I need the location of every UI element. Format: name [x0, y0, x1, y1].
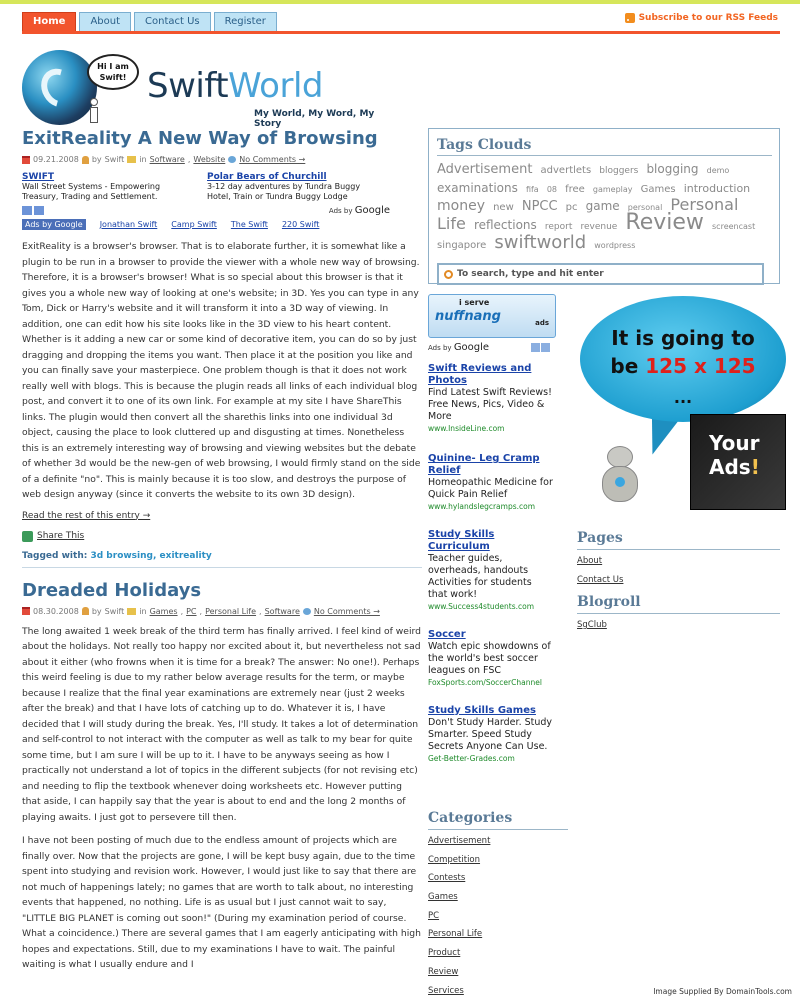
post-author-prefix: by: [92, 155, 102, 164]
inline-ad[interactable]: [22, 172, 177, 202]
category-link[interactable]: Advertisement: [428, 836, 568, 855]
post-author-prefix: by: [92, 607, 102, 616]
rss-subscribe-link[interactable]: [625, 13, 778, 23]
category-link[interactable]: Software: [265, 607, 300, 616]
categories-widget: [428, 810, 568, 1004]
google-ad[interactable]: [428, 453, 553, 513]
author-icon: [82, 607, 89, 615]
ad-nav-row: [22, 204, 422, 216]
google-ad-title[interactable]: Study Skills Games: [428, 705, 553, 717]
blogroll-link[interactable]: SgClub: [577, 620, 780, 639]
image-credit: Image Supplied By DomainTools.com: [653, 987, 792, 996]
prev-arrow-icon[interactable]: [531, 343, 540, 352]
logo-figure-icon: [90, 98, 98, 126]
nuffnang-ads: ads: [535, 319, 549, 327]
google-ad-url[interactable]: FoxSports.com/SoccerChannel: [428, 677, 553, 689]
nav-tab-contact[interactable]: Contact Us: [134, 12, 211, 31]
category-link[interactable]: PC: [428, 911, 568, 930]
promo-banner[interactable]: [578, 296, 786, 512]
tag-link[interactable]: Advertisement: [437, 162, 532, 177]
google-ad-text: Don't Study Harder. Study Smarter. Speed Study Secrets Anyone Can Use.: [428, 717, 553, 753]
post-paragraph: ExitReality is a browser's browser. That is to elaborate further, it is somewhat like a plugin to be run in a browser to provide the viewer with a whole new way of browsing. Therefore, it is a browser's browser! What is so special about this browser is that it gives you a whole new way of looking at one's website; in 3D. Yes you can type in any Tom, Dick or Harry's website and it will transform it into a 3D way of viewing. In addition, one can edit how his site looks like in the 3D view to his heart content. Whether is it adding a new car or some kind of decorative item, you can do so by just dragging and dropping the items you want. Then place it at the position you like and you can finally save your masterpiece. One problem though is that it does not work really well with blogs. This is because the plugin reads all links of each individual blog post, and convert it to one of its own link. For example at my site I have ShareThis links. The plugin would then convert all the sharethis links into one individual 3d object, causing the place to look cluttered up and disgusting at times. Nonetheless this is an extremely interesting way of browsing and viewing websites but the debate of whether 3d would be the new-gen of web browsing, I would firmly stand on the side of a definite "no". This is mainly because it is too slow, and destroys the purpose of web design anyway (since it converts the website to its own 3D design).: [22, 239, 422, 503]
google-ad-text: Homeopathic Medicine for Quick Pain Relief: [428, 477, 553, 501]
top-accent-strip: [0, 0, 800, 4]
inline-ad-block: [22, 172, 422, 202]
pages-heading: Pages: [577, 530, 780, 550]
blogroll-list: [577, 620, 780, 639]
tag-link[interactable]: free: [565, 184, 585, 195]
logo-speech-bubble: Hi I am Swift!: [87, 54, 139, 90]
ad-links-row: [22, 218, 422, 231]
post-tags: [22, 551, 422, 561]
read-more-link[interactable]: Read the rest of this entry →: [22, 511, 422, 521]
ad-link[interactable]: Camp Swift: [171, 220, 217, 229]
category-link[interactable]: Website: [193, 155, 225, 164]
post-paragraph: I have not been posting of much due to the endless amount of projects which are finally over. Now that the projects are gone, I will be kept busy again, due to the time spent into studying and revision work. However, I would just like to say that there are not much of happenings lately; no games that are worth to talk about, no interesting events that happened, no nothing. Life is as usual but I just cannot wait to say, "LITTLE BIG PLANET is coming out soon!" (During my examination period of course. What a coincidence.) There are several games that I am eagerly anticipating with high hopes and expectations. Still, due to my examinations I have to wait. The painful waiting is what I usually endure and I: [22, 833, 422, 973]
post-meta: 09.21.2008 by Swift in Software , Website No Comments →: [22, 155, 422, 164]
ad-link[interactable]: 220 Swift: [282, 220, 319, 229]
tag-link[interactable]: wordpress: [594, 241, 635, 250]
tag-cloud-box: [428, 128, 780, 284]
site-logo[interactable]: [22, 46, 392, 126]
google-ad-title[interactable]: Quinine- Leg Cramp Relief: [428, 453, 553, 477]
inline-ad[interactable]: [207, 172, 362, 202]
comments-link[interactable]: No Comments →: [314, 607, 380, 616]
categories-list: [428, 836, 568, 1004]
tag-link[interactable]: personal: [628, 203, 663, 212]
tag-link[interactable]: new: [493, 202, 514, 213]
calendar-icon: [22, 607, 30, 615]
next-arrow-icon[interactable]: [34, 206, 44, 215]
post-author: Swift: [105, 155, 125, 164]
google-ad-text: Find Latest Swift Reviews! Free News, Pics, Video & More: [428, 387, 553, 423]
tag-link[interactable]: demo: [707, 166, 730, 175]
category-link[interactable]: PC: [186, 607, 196, 616]
folder-icon: [127, 156, 136, 163]
post: [22, 128, 422, 568]
category-link[interactable]: Software: [150, 155, 185, 164]
tag-link[interactable]: introduction: [684, 182, 750, 195]
tagged-label: Tagged with:: [22, 551, 87, 561]
category-link[interactable]: Services: [428, 986, 568, 1004]
comment-icon: [228, 156, 236, 163]
ads-by-google-label: Ads by Google: [329, 205, 390, 216]
google-ad-title[interactable]: Soccer: [428, 629, 553, 641]
search-input[interactable]: [437, 263, 764, 285]
category-link[interactable]: Product: [428, 948, 568, 967]
folder-icon: [127, 608, 136, 615]
nav-tab-register[interactable]: Register: [214, 12, 277, 31]
nuffnang-logo: nuffnang: [435, 309, 501, 324]
post-date: 08.30.2008: [33, 607, 79, 616]
site-tagline: My World, My Word, My Story: [254, 109, 392, 129]
author-icon: [82, 156, 89, 164]
google-ad-text: Teacher guides, overheads, handouts Activities for students that work!: [428, 553, 553, 601]
category-link[interactable]: Personal Life: [205, 607, 256, 616]
category-link[interactable]: Games: [150, 607, 178, 616]
calendar-icon: [22, 156, 30, 164]
google-ad[interactable]: [428, 529, 553, 613]
tag-link[interactable]: Personal Life: [437, 195, 738, 233]
tag-links[interactable]: 3d browsing, exitreality: [90, 551, 211, 561]
inline-ad-text: 3-12 day adventures by Tundra Buggy Hotel, Train or Tundra Buggy Lodge: [207, 182, 362, 202]
post: [22, 580, 422, 973]
post-title[interactable]: Dreaded Holidays: [22, 580, 422, 601]
tag-link[interactable]: singapore: [437, 240, 486, 251]
tag-link[interactable]: gameplay: [593, 185, 633, 194]
category-link[interactable]: Games: [428, 892, 568, 911]
post-title[interactable]: ExitReality A New Way of Browsing: [22, 128, 422, 149]
google-ad-url[interactable]: www.hylandslegcramps.com: [428, 501, 553, 513]
tag-link[interactable]: reflections: [474, 218, 537, 232]
comment-icon: [303, 608, 311, 615]
site-title: SwiftWorld: [147, 66, 323, 106]
ad-link[interactable]: The Swift: [231, 220, 268, 229]
share-label: Share This: [37, 531, 84, 541]
tag-link[interactable]: bloggers: [599, 166, 638, 176]
post-paragraph: The long awaited 1 week break of the third term has finally arrived. I feel kind of weird about the holidays. Not really too happy nor excited about it, but nevertheless not sad about it either (who frowns when it is time for a break? The answer: No one!). Perhaps this weird feeling is due to my rather below average results for the term, or maybe because I realize that the final year examinations are extremely near (just 2 weeks after the break) and that I have lots of catching up to do. Whatever it is, I have decided that I will study during the break. Yes, I'll study. It takes a lot of determination and self-control to not interact with the computer as well as talk to my bear for quite some time, but I am sure I will be up to it. I have to be anyways seeing as how I practically not understand a lot of topics in the different subjects (for not revising etc) and needing to flip the textbook whenever doing worksheets etc. However putting that aside, I can happily say that the year is about to end and the long 2 months of playing awaits. I just got to persevere till then.: [22, 624, 422, 826]
ad-link[interactable]: Jonathan Swift: [100, 220, 158, 229]
ads-by-google-label: Ads by Google: [428, 342, 550, 353]
tag-link[interactable]: Games: [641, 184, 676, 195]
google-ad-url[interactable]: Get-Better-Grades.com: [428, 753, 553, 765]
logo-globe-icon: [22, 50, 97, 125]
share-icon: [22, 531, 33, 542]
google-ad-text: Watch epic showdowns of the world's best soccer leagues on FSC: [428, 641, 553, 677]
tag-link[interactable]: Review: [625, 210, 704, 235]
google-ad[interactable]: [428, 705, 553, 765]
prev-arrow-icon[interactable]: [22, 206, 32, 215]
page-link[interactable]: Contact Us: [577, 575, 780, 594]
rss-icon: [625, 13, 635, 23]
robot-bear-icon: [600, 446, 640, 510]
post-body: [22, 624, 422, 973]
nav-tab-about[interactable]: About: [79, 12, 131, 31]
google-ad-title[interactable]: Swift Reviews and Photos: [428, 363, 553, 387]
main-nav: [22, 12, 277, 31]
search-icon: [444, 270, 453, 279]
post-meta: 08.30.2008 by Swift in Games , PC , Personal Life , Software No Comments →: [22, 607, 422, 616]
google-ad-title[interactable]: Study Skills Curriculum: [428, 529, 553, 553]
page-link[interactable]: About: [577, 556, 780, 575]
promo-dots: ...: [580, 388, 786, 407]
tag-link[interactable]: 08: [547, 185, 557, 194]
inline-ad-text: Wall Street Systems - Empowering Treasury, Trading and Settlement.: [22, 182, 177, 202]
nuffnang-banner[interactable]: [428, 294, 556, 338]
google-ad-url[interactable]: www.InsideLine.com: [428, 423, 553, 435]
share-this[interactable]: [22, 531, 422, 542]
tag-link[interactable]: blogging: [646, 162, 698, 176]
category-link[interactable]: Competition: [428, 855, 568, 874]
post-body: [22, 239, 422, 503]
category-link[interactable]: Contests: [428, 873, 568, 892]
tag-cloud: [437, 160, 771, 253]
search-placeholder: To search, type and hit enter: [457, 269, 604, 279]
tag-link[interactable]: examinations: [437, 181, 518, 195]
nav-underline: [22, 31, 780, 34]
post-author: Swift: [105, 607, 125, 616]
tag-link[interactable]: fifa: [526, 185, 539, 194]
category-link[interactable]: Personal Life: [428, 929, 568, 948]
nuffnang-iserve: i serve: [459, 298, 489, 307]
category-link[interactable]: Review: [428, 967, 568, 986]
promo-text: It is going to be 125 x 125: [580, 324, 786, 380]
promo-bubble: [580, 296, 786, 422]
main-content: [22, 128, 422, 981]
rss-label: Subscribe to our RSS Feeds: [639, 13, 778, 23]
tag-link[interactable]: game: [586, 199, 620, 213]
tag-link[interactable]: revenue: [580, 222, 617, 232]
post-date: 09.21.2008: [33, 155, 79, 164]
right-sidebar: [577, 530, 780, 639]
pages-list: [577, 556, 780, 594]
sidebar-ads: [428, 294, 568, 765]
blogroll-heading: Blogroll: [577, 594, 780, 614]
google-ad-url[interactable]: www.Success4students.com: [428, 601, 553, 613]
comments-link[interactable]: No Comments →: [239, 155, 305, 164]
inline-ad-title[interactable]: Polar Bears of Churchill: [207, 172, 362, 182]
next-arrow-icon[interactable]: [541, 343, 550, 352]
google-ad[interactable]: [428, 363, 553, 435]
inline-ad-title[interactable]: SWIFT: [22, 172, 177, 182]
categories-heading: Categories: [428, 810, 568, 830]
your-ads-box: Your Ads!: [690, 414, 786, 510]
tag-link[interactable]: money: [437, 198, 485, 214]
post-in-label: in: [139, 607, 146, 616]
nav-tab-home[interactable]: Home: [22, 12, 76, 31]
tag-link[interactable]: screencast: [712, 222, 755, 231]
tag-link[interactable]: swiftworld: [494, 232, 586, 253]
google-ad[interactable]: [428, 629, 553, 689]
tag-link[interactable]: report: [545, 222, 573, 232]
tag-link[interactable]: NPCC: [522, 199, 558, 214]
post-separator: [22, 567, 422, 568]
ads-by-google-button[interactable]: Ads by Google: [22, 219, 86, 230]
tag-cloud-title: Tags Clouds: [437, 137, 772, 156]
tag-link[interactable]: advertlets: [541, 165, 592, 176]
tag-link[interactable]: pc: [566, 202, 578, 213]
post-in-label: in: [139, 155, 146, 164]
